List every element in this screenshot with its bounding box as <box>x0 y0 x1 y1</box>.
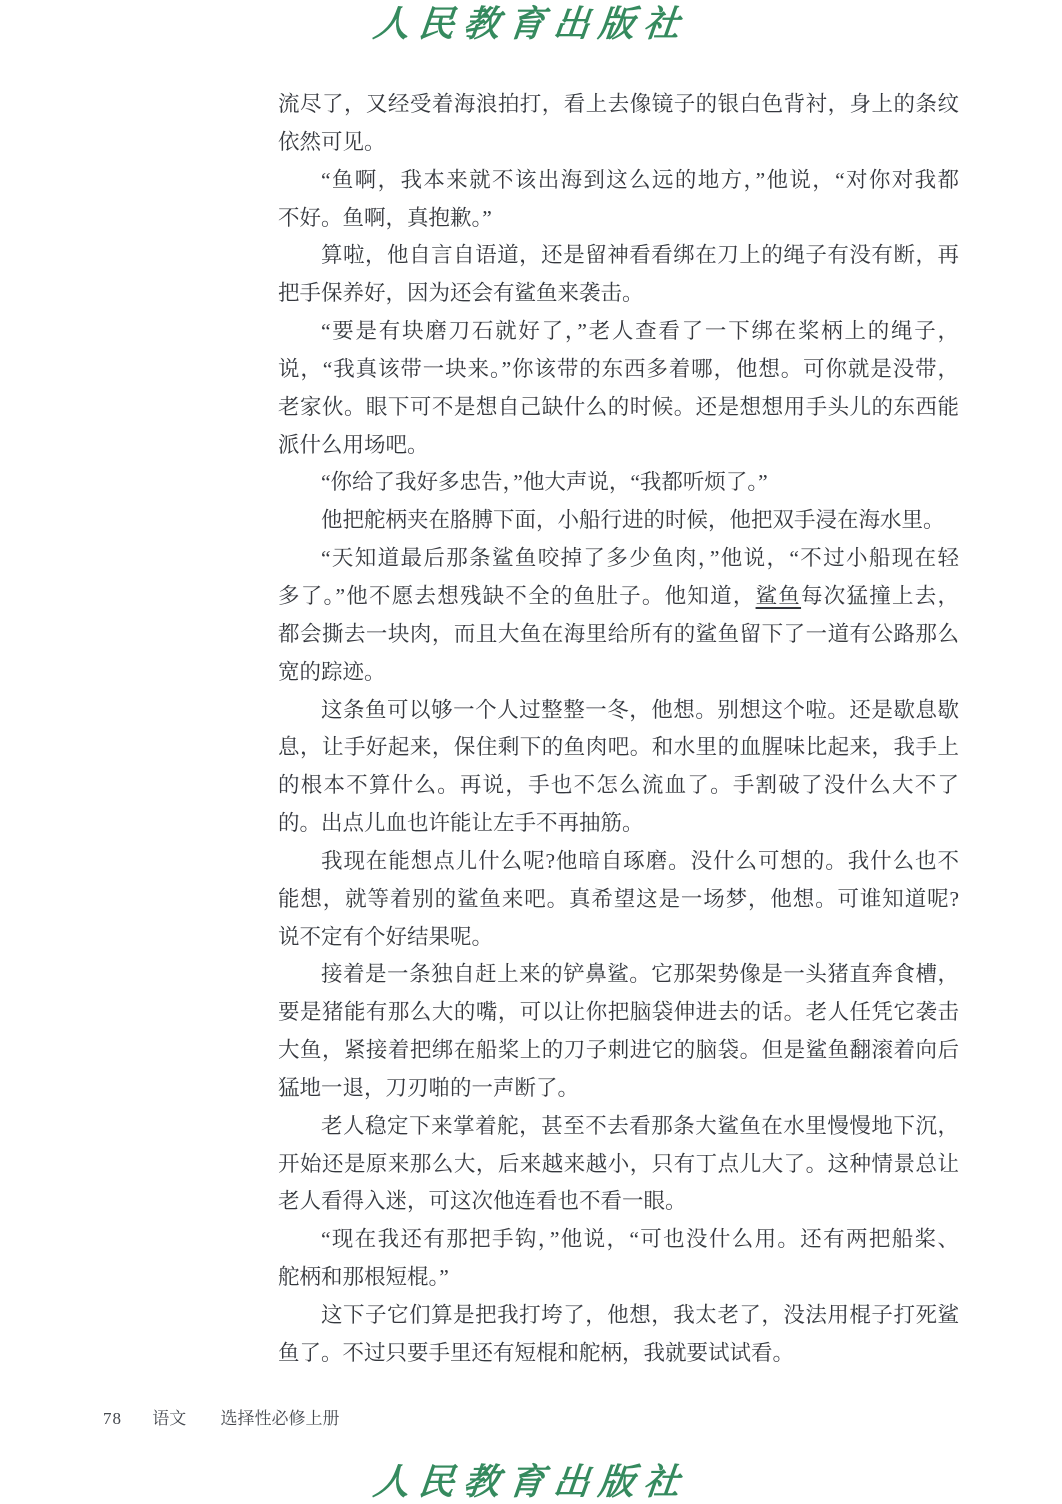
text-line: 息，让手好起来，保住剩下的鱼肉吧。和水里的血腥味比起来，我手上 <box>278 735 959 760</box>
paragraph <box>278 540 959 691</box>
text-line: 老人看得入迷，可这次他连看也不看一眼。 <box>278 1189 687 1214</box>
paragraph <box>278 502 959 540</box>
text-line: 把手保养好，因为还会有鲨鱼来袭击。 <box>278 281 644 306</box>
text-line: 老家伙。眼下可不是想自己缺什么的时候。还是想想用手头儿的东西能 <box>278 394 959 419</box>
text-line: 开始还是原来那么大，后来越来越小，只有丁点儿大了。这种情景总让 <box>278 1151 959 1176</box>
paragraph <box>278 843 959 957</box>
text-line: “你给了我好多忠告，”他大声说，“我都听烦了。” <box>321 470 768 495</box>
text-line: 老人稳定下来掌着舵，甚至不去看那条大鲨鱼在水里慢慢地下沉， <box>321 1113 959 1138</box>
text-line: 接着是一条独自赶上来的铲鼻鲨。它那架势像是一头猪直奔食槽， <box>321 962 959 987</box>
paragraph <box>278 1297 959 1373</box>
paragraph <box>278 464 959 502</box>
footer-book-title: 选择性必修上册 <box>220 1409 340 1428</box>
text-line: 算啦，他自言自语道，还是留神看看绑在刀上的绳子有没有断，再 <box>321 243 959 268</box>
text-line: 大鱼，紧接着把绑在船桨上的刀子刺进它的脑袋。但是鲨鱼翻滚着向后 <box>278 1038 959 1063</box>
paragraph <box>278 692 959 843</box>
text-line: 说，“我真该带一块来。”你该带的东西多着哪，他想。可你就是没带， <box>278 356 959 381</box>
page-number: 78 <box>103 1409 122 1428</box>
paragraph <box>278 1108 959 1222</box>
text-line: 鱼了。不过只要手里还有短棍和舵柄，我就要试试看。 <box>278 1340 795 1365</box>
text-line: 依然可见。 <box>278 129 386 154</box>
text-line: 这条鱼可以够一个人过整整一冬，他想。别想这个啦。还是歇息歇 <box>321 697 959 722</box>
paragraph <box>278 162 959 238</box>
body-text <box>278 86 959 1373</box>
text-line: 不好。鱼啊，真抱歉。” <box>278 205 492 230</box>
text-line: 他把舵柄夹在胳膊下面，小船行进的时候，他把双手浸在海水里。 <box>321 508 945 533</box>
paragraph <box>278 86 959 162</box>
text-line: 我现在能想点儿什么呢?他暗自琢磨。没什么可想的。我什么也不 <box>321 848 959 873</box>
text-line: “天知道最后那条鲨鱼咬掉了多少鱼肉，”他说，“不过小船现在轻 <box>321 546 959 571</box>
text-line: 派什么用场吧。 <box>278 432 429 457</box>
underlined-term: 鲨鱼 <box>755 583 802 608</box>
footer-subject: 语文 <box>152 1409 187 1428</box>
text-line: 这下子它们算是把我打垮了，他想，我太老了，没法用棍子打死鲨 <box>321 1303 959 1327</box>
paragraph <box>278 1221 959 1297</box>
publisher-logo-bottom: 人民教育出版社 <box>371 1462 691 1502</box>
text-line: 说不定有个好结果呢。 <box>278 924 494 949</box>
text-line: 的根本不算什么。再说，手也不怎么流血了。手割破了没什么大不了 <box>278 773 959 798</box>
text-line: 流尽了，又经受着海浪拍打，看上去像镜子的银白色背衬，身上的条纹 <box>278 92 959 116</box>
text-line: “现在我还有那把手钩，”他说，“可也没什么用。还有两把船桨、 <box>321 1227 959 1252</box>
text-line: “鱼啊，我本来就不该出海到这么远的地方，”他说，“对你对我都 <box>321 167 959 192</box>
text-line: 宽的踪迹。 <box>278 659 386 684</box>
text-line: 都会撕去一块肉，而且大鱼在海里给所有的鲨鱼留下了一道有公路那么 <box>278 621 959 646</box>
paragraph <box>278 313 959 464</box>
text-line: “要是有块磨刀石就好了，”老人查看了一下绑在桨柄上的绳子， <box>321 319 959 344</box>
text-line: 多了。”他不愿去想残缺不全的鱼肚子。他知道，鲨鱼每次猛撞上去， <box>278 583 959 608</box>
paragraph <box>278 237 959 313</box>
text-line: 的。出点儿血也许能让左手不再抽筋。 <box>278 811 644 836</box>
text-line: 猛地一退，刀刃啪的一声断了。 <box>278 1075 580 1100</box>
text-line: 能想，就等着别的鲨鱼来吧。真希望这是一场梦，他想。可谁知道呢? <box>278 886 959 911</box>
footer <box>103 1408 340 1430</box>
text-line: 要是猪能有那么大的嘴，可以让你把脑袋伸进去的话。老人任凭它袭击 <box>278 1000 959 1025</box>
text-line: 舵柄和那根短棍。” <box>278 1265 449 1290</box>
paragraph <box>278 956 959 1107</box>
publisher-logo-top: 人民教育出版社 <box>371 4 691 44</box>
